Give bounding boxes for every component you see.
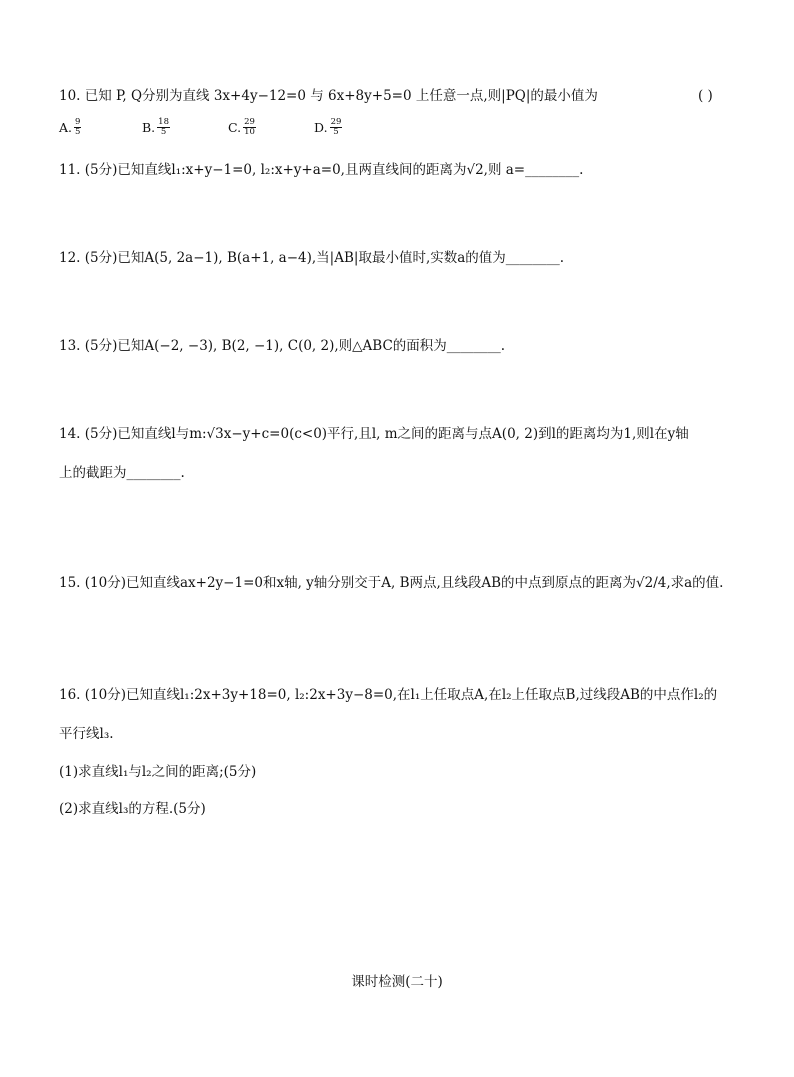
option-c-fraction <box>243 118 256 137</box>
option-d <box>314 118 342 137</box>
question-10-text: 10. 已知 P, Q分别为直线 3x+4y−12=0 与 6x+8y+5=0 上任意一点,则|PQ|的最小值为 <box>59 88 598 104</box>
option-c-label: C. <box>228 120 242 135</box>
page-footer-title: 课时检测(二十) <box>351 974 443 990</box>
option-b-denominator: 5 <box>160 127 167 137</box>
question-15-text: 15. (10分)已知直线ax+2y−1=0和x轴, y轴分别交于A, B两点,且线段AB的中点到原点的距离为√2/4,求a的值. <box>59 575 724 591</box>
option-a-denominator: 5 <box>75 127 81 137</box>
question-14-line2: 上的截距为________. <box>59 465 185 481</box>
option-b <box>142 118 170 137</box>
question-16-part2: (2)求直线l₃的方程.(5分) <box>59 801 206 817</box>
question-12-text: 12. (5分)已知A(5, 2a−1), B(a+1, a−4),当|AB|取最小值时,实数a的值为________. <box>59 250 565 266</box>
option-b-numerator: 18 <box>158 117 169 127</box>
question-16-part1: (1)求直线l₁与l₂之间的距离;(5分) <box>59 764 257 780</box>
option-a <box>59 118 81 137</box>
question-11-text: 11. (5分)已知直线l₁:x+y−1=0, l₂:x+y+a=0,且两直线间的距离为√2,则 a=________. <box>59 162 584 178</box>
option-d-denominator: 5 <box>333 127 339 137</box>
option-d-label: D. <box>314 120 328 135</box>
question-14-line1: 14. (5分)已知直线l与m:√3x−y+c=0(c<0)平行,且l, m之间的距离与点A(0, 2)到l的距离均为1,则l在y轴 <box>59 426 689 442</box>
option-a-fraction <box>74 118 81 137</box>
option-a-label: A. <box>59 120 73 135</box>
question-16-line1: 16. (10分)已知直线l₁:2x+3y+18=0, l₂:2x+3y−8=0,在l₁上任取点A,在l₂上任取点B,过线段AB的中点作l₂的 <box>59 687 718 703</box>
question-13-text: 13. (5分)已知A(−2, −3), B(2, −1), C(0, 2),则△ABC的面积为________. <box>59 338 506 354</box>
option-b-fraction <box>157 118 170 137</box>
option-b-label: B. <box>142 120 156 135</box>
option-a-numerator: 9 <box>75 117 81 127</box>
option-d-numerator: 29 <box>330 117 342 127</box>
answer-bracket: ( ) <box>698 88 713 104</box>
option-c <box>228 118 256 137</box>
option-d-fraction <box>330 118 343 137</box>
question-16-line2: 平行线l₃. <box>59 726 114 742</box>
option-c-numerator: 29 <box>244 117 255 127</box>
option-c-denominator: 10 <box>244 127 255 137</box>
